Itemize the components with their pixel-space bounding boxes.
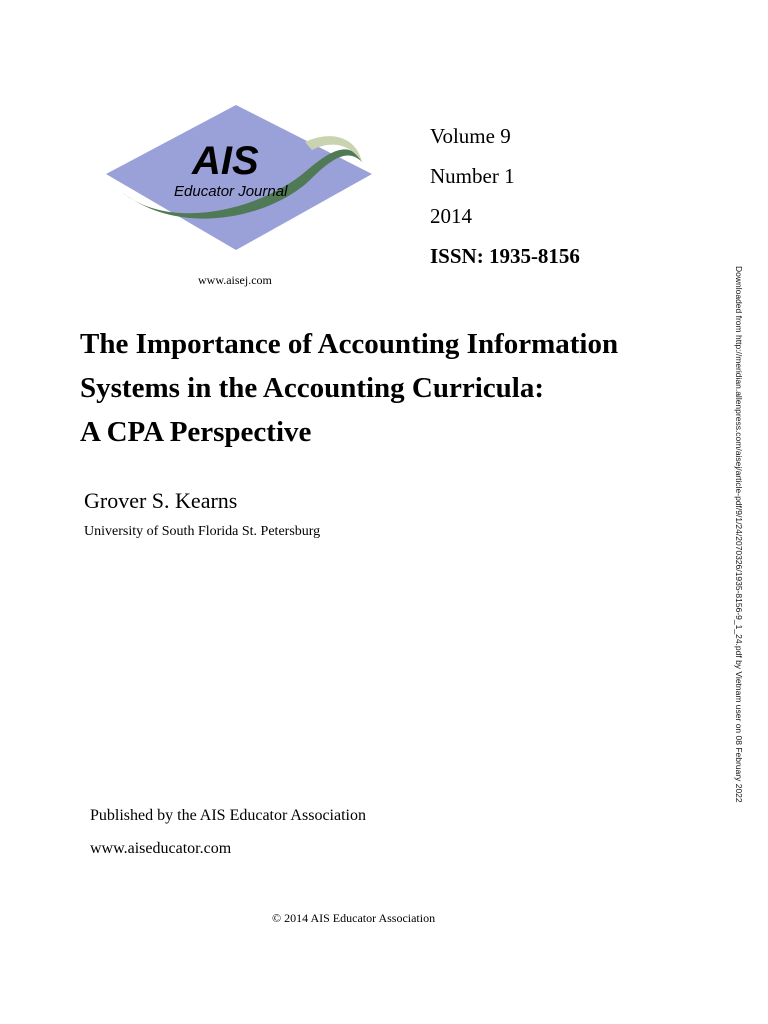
journal-url[interactable]: www.aisej.com — [198, 273, 272, 287]
publisher-statement: Published by the AIS Educator Association — [90, 807, 366, 824]
title-line: A CPA Perspective — [80, 416, 312, 448]
title-line: Systems in the Accounting Curricula: — [80, 372, 544, 404]
volume: Volume 9 — [430, 124, 511, 148]
number: Number 1 — [430, 164, 515, 188]
title-line: The Importance of Accounting Information — [80, 328, 619, 360]
author-affiliation: University of South Florida St. Petersburg — [84, 524, 321, 539]
author-name: Grover S. Kearns — [84, 488, 238, 513]
copyright-notice: © 2014 AIS Educator Association — [272, 911, 436, 925]
logo-subtitle: Educator Journal — [174, 183, 288, 200]
download-notice: Downloaded from http://meridian.allenpress.com/aisej/article-pdf/9/1/24/2070326/1935-8156-9_1_24.pdf by Vietnam user on 08 February 2022 — [734, 266, 744, 803]
journal-logo — [100, 100, 380, 255]
issn: ISSN: 1935-8156 — [430, 244, 580, 268]
publisher-url[interactable]: www.aiseducator.com — [90, 840, 232, 857]
article-title — [80, 322, 680, 454]
issue-info — [430, 116, 580, 276]
ais-logo-graphic — [100, 100, 380, 255]
logo-name: AIS — [192, 139, 259, 183]
year: 2014 — [430, 204, 472, 228]
